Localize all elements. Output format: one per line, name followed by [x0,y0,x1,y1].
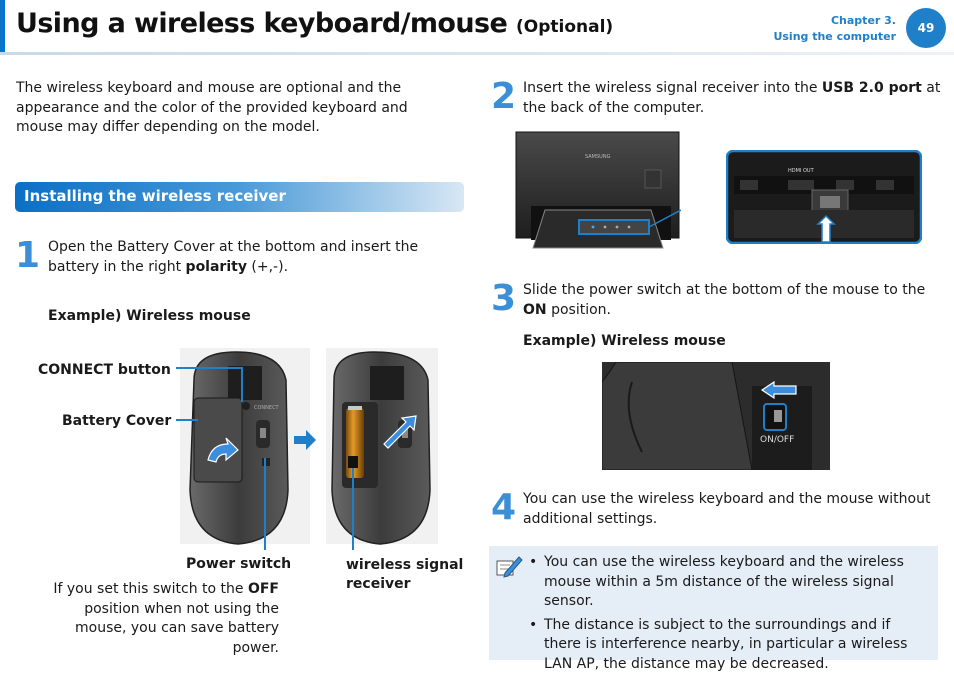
step-3-text [523,281,943,320]
step-3-bold: ON [523,301,547,318]
power-switch-label: Power switch [186,556,292,572]
mouse-bottom-illustration [176,340,448,550]
on-off-text: ON/OFF [760,435,795,445]
hdmi-port-text: HDMI OUT [788,168,814,174]
connect-button-label: CONNECT button [38,362,171,378]
step-2-text [523,79,943,118]
note-item-1: • You can use the wireless keyboard and the wireless mouse within a 5m distance of the wireless signal sensor. [529,553,929,612]
page-number-badge: 49 [906,8,946,48]
page-title [16,8,613,39]
note-item-2: • The distance is subject to the surroundings and if there is interference nearby, in particular a wireless LAN AP, the distance may be decreased. [529,616,929,675]
note-list [529,553,929,677]
step-1-text-a: Open the Battery Cover at the bottom and insert the battery in the right [48,239,419,275]
step-1-example-label: Example) Wireless mouse [48,308,251,324]
power-note-b: position when not using the mouse, you can save battery power. [75,600,279,656]
step-2-text-b: at the back of the computer. [523,80,941,116]
monitor-back-illustration [515,130,681,250]
step-3-number: 3 [491,278,517,319]
power-note-a: If you set this switch to the [53,581,248,597]
step-3-text-a: Slide the power switch at the bottom of the mouse to the [523,282,926,298]
step-3-example-label: Example) Wireless mouse [523,333,726,349]
power-note-bold: OFF [247,581,279,597]
power-switch-note [36,580,279,658]
page-title-text: Using a wireless keyboard/mouse [16,8,508,39]
intro-paragraph: The wireless keyboard and mouse are optional and the appearance and the color of the provided keyboard and mouse may differ depending on the model. [16,80,408,135]
note-pencil-icon [495,555,523,579]
step-1-number: 1 [15,235,41,276]
wireless-receiver-label: wireless signal receiver [346,557,464,592]
power-switch-illustration [602,362,830,470]
page-title-optional: (Optional) [516,17,614,37]
step-1-text [48,238,460,277]
section-title: Installing the wireless receiver [24,187,286,205]
battery-cover-label: Battery Cover [62,413,172,429]
step-2-number: 2 [491,76,517,117]
step-1-text-b: (+,-). [246,258,289,275]
chapter-label [773,13,896,45]
step-2-bold: USB 2.0 port [821,80,922,96]
header-accent-bar [0,0,5,52]
step-1-bold: polarity [185,258,247,275]
usb-port-zoom-illustration [726,150,922,244]
step-3-text-b: position. [546,301,611,318]
step-4-number: 4 [491,487,517,528]
chapter-title: Using the computer [773,30,896,43]
header-divider [0,52,954,55]
monitor-brand-text: SAMSUNG [585,154,611,160]
chapter-number: Chapter 3. [830,14,896,27]
step-4-text: You can use the wireless keyboard and the mouse without additional settings. [523,491,931,527]
step-2-text-a: Insert the wireless signal receiver into the [523,80,822,96]
svg-text:CONNECT: CONNECT [254,405,279,411]
